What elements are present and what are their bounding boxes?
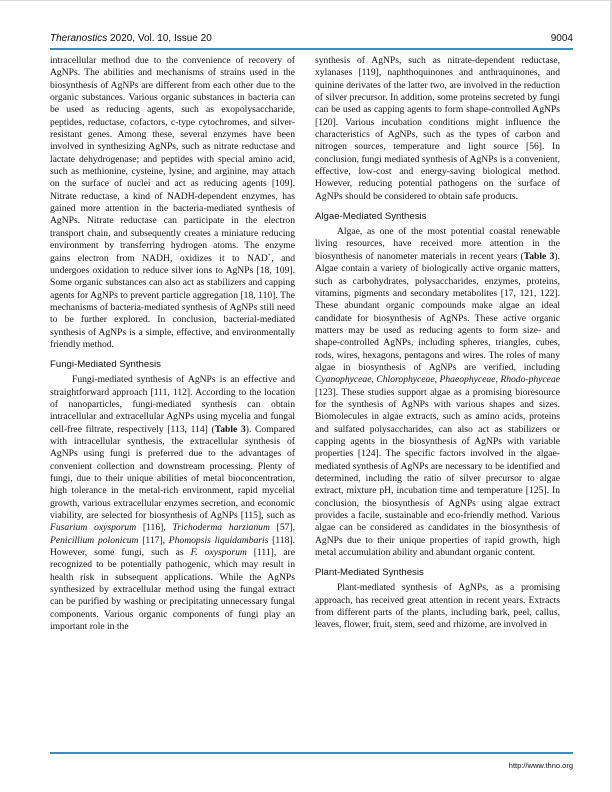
- species-name: Penicillium polonicum: [50, 534, 139, 546]
- algae-taxa: Cyanophyceae, Chlorophyceae, Phaeophyceae, Rhodo-phyceae: [315, 374, 560, 386]
- species-name: F. oxysporum: [190, 547, 247, 559]
- text-run: Algae, as one of the most potential coastal renewable living resources, have received more attention in the biosynthesis of nanometer materials in recent years (: [315, 226, 560, 262]
- text-run: [117],: [138, 534, 169, 546]
- text-run: [123]. These studies support algae as a promising bioresource for the synthesis of AgNPs with various shapes and sizes. Biomolecules in algae extracts, such as amino acids, proteins and sulfated polysaccharides, can also act as stabilizers or capping agents in the biosynthesis of AgNPs with variable properties [124]. The specific factors involved in the algae-mediated synthesis of AgNPs are necessary to be identified and determined, including the ratio of silver precursor to algae extract, mixture pH, incubation time and temperature [125]. In conclusion, the biosynthesis of AgNPs using algae extract provides a facile, sustainable and eco-friendly method. Various algae can be considered as candidates in the biosynthesis of AgNPs due to their unique properties of rapid growth, high metal accumulation ability and abundant organic content.: [315, 386, 560, 559]
- page-number: 9004: [550, 33, 573, 44]
- text-run: ). Algae contain a variety of biologically active organic matters, such as carbohydrates, polysaccharides, enzymes, proteins, vitamins, pigments and secondary metabolites [17, 121, 122]. These abundant organic compounds make algae an ideal candidate for biosynthesis of AgNPs. These active organic matters may be used as reducing agents to form size- and shape-controlled AgNPs, including spheres, triangles, cubes, rods, wires, hexagons, pentagons and wires. The roles of many algae in biosynthesis of AgNPs are verified, including: [315, 250, 560, 373]
- text-run: [116],: [136, 522, 173, 534]
- species-name: Trichoderma harzianum: [172, 522, 270, 534]
- species-name: Fusarium oxysporum: [50, 522, 137, 534]
- journal-name: Theranostics: [50, 33, 108, 44]
- section-heading-fungi: Fungi-Mediated Synthesis: [50, 359, 161, 371]
- paragraph-algae: [315, 226, 560, 559]
- table-reference-link[interactable]: Table 3: [523, 250, 555, 262]
- paragraph-plant: Plant-mediated synthesis of AgNPs, as a promising approach, has received great attention in recent years. Extracts from different parts of the plants, including bark, peel, callus, leaves, flower, fruit, stem, seed and rhizome, are involved in: [315, 582, 560, 631]
- superscript-plus: +: [267, 252, 272, 259]
- journal-citation: [50, 33, 212, 44]
- text-run: , and undergoes oxidation to reduce silver ions to AgNPs [18, 109]. Some organic substances can also act as stabilizers and capping agents for AgNPs to prevent particle aggregation [18, 110]. The mechanisms of bacteria-mediated synthesis of AgNPs still need to be further explored. In conclusion, bacterial-mediated synthesis of AgNPs is a simple, effective, and environmentally friendly method.: [50, 252, 295, 350]
- text-run: Fungi-mediated synthesis of AgNPs is an effective and straightforward approach [111, 112]. According to the location of nanoparticles, fungi-mediated synthesis can obtain intracellular and extracellular AgNPs using mycelia and fungal cell-free filtrate, respectively [113, 114] (: [50, 374, 295, 435]
- section-heading-algae: Algae-Mediated Synthesis: [315, 211, 427, 223]
- footer-rule: [50, 752, 573, 754]
- header-rule: [50, 48, 573, 50]
- paragraph-bacteria-continued: [50, 55, 295, 351]
- footer-url-link[interactable]: http://www.thno.org: [508, 761, 573, 770]
- species-name: Phomopsis liquidambaris: [168, 534, 269, 546]
- paragraph-fungi: [50, 374, 295, 633]
- running-header: [50, 33, 573, 47]
- text-run: [111], are recognized to be potentially pathogenic, which may result in health risk in subsequent applications. While the AgNPs synthesized by extracellular method using the fungal extract can be purified by washing or precipitating unnecessary fungal components. Various organic components of fungi play an important role in the: [50, 547, 295, 633]
- paragraph-fungi-continued: synthesis of AgNPs, such as nitrate-dependent reductase, xylanases [119], naphthoquinones and anthraquinones, and quinine derivates of the latter two, are involved in the reduction of silver precursor. In addition, some proteins secreted by fungi can be used as capping agents to form shape-controlled AgNPs [120]. Various incubation conditions might influence the characteristics of AgNPs, such as the types of carbon and nitrogen sources, temperature and light source [56]. In conclusion, fungi mediated synthesis of AgNPs is a convenient, effective, low-cost and energy-saving biological method. However, reducing potential pathogens on the surface of AgNPs should be considered to obtain safe products.: [315, 55, 560, 202]
- volume-info: 2020, Vol. 10, Issue 20: [107, 33, 212, 44]
- right-column: [315, 55, 560, 632]
- section-heading-plant: Plant-Mediated Synthesis: [315, 567, 424, 579]
- table-reference-link[interactable]: Table 3: [214, 423, 246, 435]
- text-run: [118]. However, some fungi, such as: [50, 534, 295, 559]
- left-column: [50, 55, 295, 633]
- text-run: ). Compared with intracellular synthesis, the extracellular synthesis of AgNPs using fungi is preferred due to the advantages of convenient collection and downstream processing. Plenty of fungi, due to their unique abilities of metal bioconcentration, high tolerance in the metal-rich environment, rapid mycelial growth, various extracellular enzymes secretion, and economic viability, are selected for biosynthesis of AgNPs [115], such as: [50, 423, 295, 522]
- text-run: intracellular method due to the convenience of recovery of AgNPs. The abilities and mechanisms of strains used in the biosynthesis of AgNPs are different from each other due to the organic substances. Various organic substances in bacteria can be used as reducing agents, such as exopolysaccharide, peptides, reductase, cofactors, c-type cytochromes, and silver-resistant genes. Among these, several enzymes have been involved in synthesizing AgNPs, such as nitrate reductase and lactate dehydrogenase; and peptides with special amino acid, such as methionine, cysteine, lysine, and arginine, may attach on the surface of nuclei and act as reducing agents [109]. Nitrate reductase, a kind of NADH-dependent enzymes, has gained more attention in the bacteria-mediated synthesis of AgNPs. Nitrate reductase can participate in the electron transport chain, and subsequently creates a miniature reducing environment by transferring hydrogen atoms. The enzyme gains electron from NADH, oxidizes it to NAD: [50, 55, 295, 264]
- text-run: [57],: [269, 522, 296, 534]
- page-edge-top: [0, 0, 612, 1]
